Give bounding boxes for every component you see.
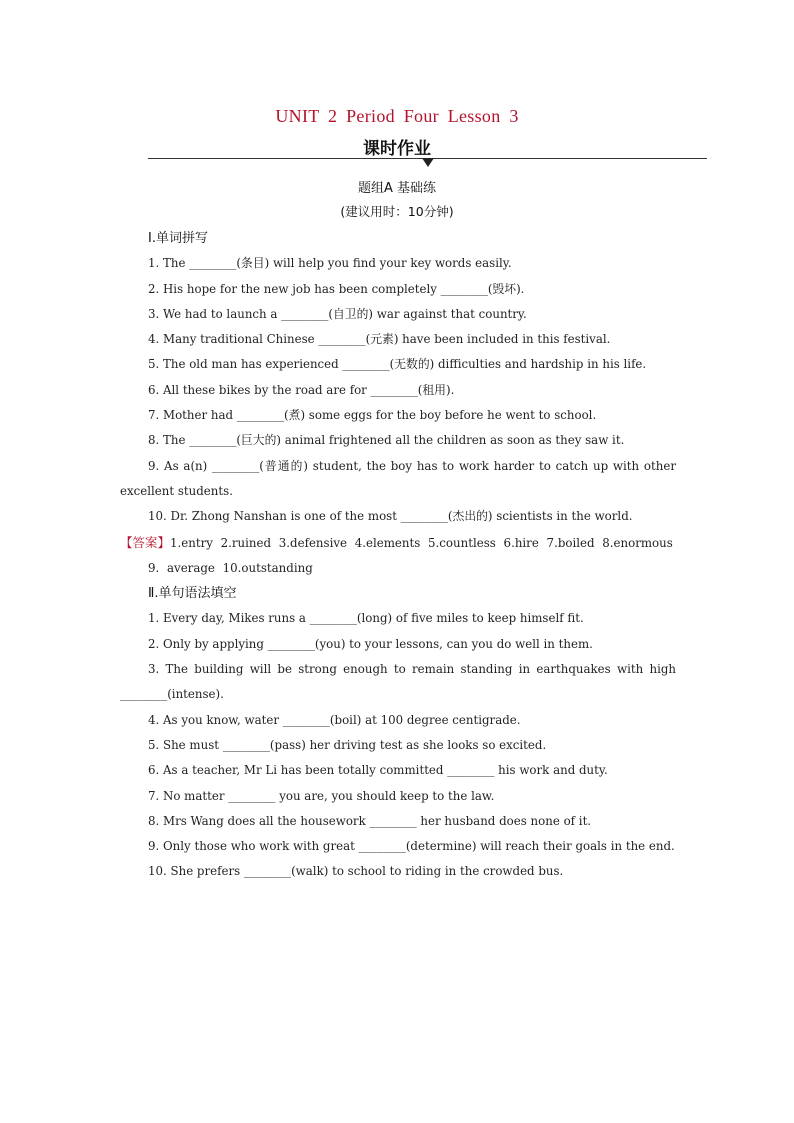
question-post: ) have been included in this festival. — [393, 332, 611, 347]
section-heading-spelling: Ⅰ.单词拼写 — [148, 231, 208, 246]
answer-line: 1.entry 2.ruined 3.defensive 4.elements 5.countless 6.hire 7.boiled 8.enormous — [170, 535, 673, 550]
question-hint: 元素 — [370, 332, 394, 347]
grammar-question: 1. Every day, Mikes runs a ________(long) of five miles to keep himself fit. — [148, 611, 584, 626]
answer-label: 【答案】 — [120, 534, 171, 550]
section-heading-grammar: Ⅱ.单句语法填空 — [148, 586, 237, 602]
question-pre: 3. We had to launch a ________( — [148, 306, 333, 321]
worksheet-content — [120, 226, 676, 885]
spelling-question — [120, 352, 676, 377]
question-pre: 6. All these bikes by the road are for ________( — [148, 382, 423, 397]
question-post: ). — [445, 382, 455, 397]
question-hint: 毁坏 — [492, 281, 517, 296]
question-post: ). — [516, 281, 525, 296]
question-hint: 普通的 — [263, 458, 304, 473]
spelling-question — [120, 454, 676, 505]
spelling-question — [120, 504, 676, 529]
question-hint: 无数的 — [394, 357, 430, 372]
page-title: UNIT 2 Period Four Lesson 3 — [275, 106, 519, 126]
spelling-question — [120, 378, 676, 403]
grammar-question: 7. No matter ________ you are, you should keep to the law. — [148, 788, 495, 803]
question-pre: 4. Many traditional Chinese ________( — [148, 332, 371, 347]
question-pre: 10. Dr. Zhong Nanshan is one of the most ________( — [148, 509, 453, 524]
spelling-question — [120, 327, 676, 352]
question-hint: 巨大的 — [241, 433, 277, 448]
grammar-question: 5. She must ________(pass) her driving test as she looks so excited. — [148, 737, 547, 752]
question-hint: 杰出的 — [452, 509, 488, 524]
question-hint: 煮 — [288, 408, 301, 423]
spelling-question — [120, 302, 676, 327]
question-post: ) scientists in the world. — [487, 509, 633, 524]
question-pre: 2. His hope for the new job has been completely ________( — [148, 281, 493, 296]
spelling-question — [120, 277, 676, 302]
question-pre: 1. The ________( — [148, 256, 241, 271]
grammar-question: 2. Only by applying ________(you) to your lessons, can you do well in them. — [148, 636, 593, 651]
question-post: ) war against that country. — [368, 306, 527, 321]
question-post: ) will help you find your key words easily. — [264, 256, 512, 271]
question-post: ) student, the boy has to work harder to catch up with other excellent students. — [120, 458, 676, 498]
spelling-question — [120, 251, 676, 276]
grammar-question: 4. As you know, water ________(boil) at 100 degree centigrade. — [148, 712, 521, 727]
grammar-question: 8. Mrs Wang does all the housework ________ her husband does none of it. — [148, 813, 592, 828]
grammar-question: 10. She prefers ________(walk) to school to riding in the crowded bus. — [148, 864, 564, 879]
answer-block — [120, 530, 676, 556]
question-post: ) animal frightened all the children as soon as they saw it. — [276, 433, 625, 448]
question-pre: 9. As a(n) ________( — [148, 458, 264, 473]
question-post: ) difficulties and hardship in his life. — [429, 357, 647, 372]
divider-arrow-icon — [422, 158, 434, 167]
group-title: 题组A 基础练 — [357, 181, 437, 196]
question-hint: 自卫的 — [332, 306, 369, 321]
question-hint: 条目 — [241, 256, 265, 271]
grammar-question: 6. As a teacher, Mr Li has been totally committed ________ his work and duty. — [148, 763, 608, 778]
question-hint: 租用 — [422, 382, 446, 397]
answer-line-continued: 9. average 10.outstanding — [148, 560, 313, 575]
grammar-question: 3. The building will be strong enough to remain standing in earthquakes with high ________(intense). — [120, 662, 676, 702]
question-pre: 5. The old man has experienced ________( — [148, 357, 395, 372]
grammar-question: 9. Only those who work with great ________(determine) will reach their goals in the end. — [148, 839, 675, 854]
spelling-question — [120, 403, 676, 428]
spelling-question — [120, 428, 676, 453]
question-pre: 7. Mother had ________( — [148, 408, 289, 423]
question-post: ) some eggs for the boy before he went to school. — [300, 408, 597, 423]
spelling-question-list — [120, 251, 676, 529]
time-note: (建议用时：10分钟) — [340, 204, 454, 219]
question-pre: 8. The ________( — [148, 433, 241, 448]
grammar-question-list — [120, 606, 676, 884]
page-subtitle: 课时作业 — [363, 139, 431, 159]
